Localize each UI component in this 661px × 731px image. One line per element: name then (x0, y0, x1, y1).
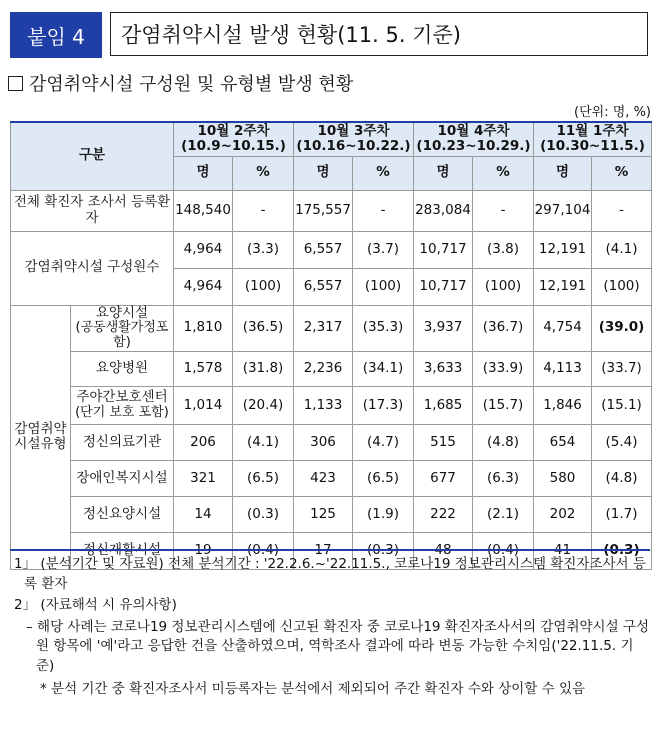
cell: - (233, 190, 294, 231)
cell: (36.5) (233, 305, 294, 351)
cell: (20.4) (233, 386, 294, 424)
cell: (39.0) (592, 305, 652, 351)
cell: 4,964 (174, 231, 233, 268)
cell: 1,014 (174, 386, 233, 424)
header-period-3: 10월 4주차 (10.23~10.29.) (414, 122, 534, 156)
facility-outbreak-table (10, 121, 652, 570)
cell: (3.7) (353, 231, 414, 268)
notes-divider (10, 549, 650, 551)
cell: 10,717 (414, 231, 473, 268)
cell: (15.7) (473, 386, 534, 424)
cell: (15.1) (592, 386, 652, 424)
cell: 1,846 (534, 386, 592, 424)
cell: (4.7) (353, 424, 414, 460)
row-label: 전체 확진자 조사서 등록환자 (11, 190, 174, 231)
cell: 1,578 (174, 351, 233, 386)
subheader-pct: % (233, 156, 294, 190)
cell: 6,557 (294, 268, 353, 305)
cell: (31.8) (233, 351, 294, 386)
cell: - (353, 190, 414, 231)
note-3: * 분석 기간 중 확진자조사서 미등록자는 분석에서 제외되어 주간 확진자 수와 상이할 수 있음 (40, 681, 586, 698)
table-row (11, 460, 652, 496)
table-row (11, 496, 652, 532)
header-period-1: 10월 2주차 (10.9~10.15.) (174, 122, 294, 156)
cell: 222 (414, 496, 473, 532)
cell: 48 (414, 532, 473, 569)
cell: (1.7) (592, 496, 652, 532)
cell: 12,191 (534, 268, 592, 305)
section-heading (8, 70, 353, 96)
facility-label: 요양병원 (71, 351, 174, 386)
facility-label: 주야간보호센터 (단기 보호 포함) (71, 386, 174, 424)
cell: 580 (534, 460, 592, 496)
table-row-members (11, 231, 652, 268)
cell: (100) (353, 268, 414, 305)
cell: 17 (294, 532, 353, 569)
cell: 202 (534, 496, 592, 532)
cell: 4,754 (534, 305, 592, 351)
cell: (35.3) (353, 305, 414, 351)
cell: (6.3) (473, 460, 534, 496)
cell: 206 (174, 424, 233, 460)
cell: 6,557 (294, 231, 353, 268)
cell: (17.3) (353, 386, 414, 424)
cell: 423 (294, 460, 353, 496)
square-bullet-icon (8, 76, 23, 91)
cell: (36.7) (473, 305, 534, 351)
cell: (0.3) (233, 496, 294, 532)
facility-group-label: 감염취약 시설유형 (11, 305, 71, 569)
cell: (33.9) (473, 351, 534, 386)
cell: 19 (174, 532, 233, 569)
cell: 175,557 (294, 190, 353, 231)
subheader-count: 명 (414, 156, 473, 190)
cell: (4.1) (233, 424, 294, 460)
cell: (5.4) (592, 424, 652, 460)
cell: (100) (233, 268, 294, 305)
subheader-count: 명 (534, 156, 592, 190)
cell: (33.7) (592, 351, 652, 386)
row-label: 감염취약시설 구성원수 (11, 231, 174, 305)
cell: 654 (534, 424, 592, 460)
section-heading-text: 감염취약시설 구성원 및 유형별 발생 현황 (29, 74, 354, 95)
cell: (1.9) (353, 496, 414, 532)
unit-label: (단위: 명, %) (574, 105, 651, 120)
cell: - (592, 190, 652, 231)
note-1: 1」 (분석기간 및 자료원) 전체 분석기간 : '22.2.6.~'22.11.5., 코로나19 정보관리시스템 확진자조사서 등록 환자 (14, 556, 646, 592)
facility-label: 정신재활시설 (71, 532, 174, 569)
cell: (3.8) (473, 231, 534, 268)
cell: 14 (174, 496, 233, 532)
cell: 297,104 (534, 190, 592, 231)
table-row (11, 424, 652, 460)
cell: (0.4) (233, 532, 294, 569)
cell: 148,540 (174, 190, 233, 231)
header-period-4: 11월 1주차 (10.30~11.5.) (534, 122, 652, 156)
cell: (2.1) (473, 496, 534, 532)
cell: 2,317 (294, 305, 353, 351)
cell: (0.3) (353, 532, 414, 569)
cell: (100) (473, 268, 534, 305)
note-2: 2」 (자료해석 시 유의사항) (14, 597, 177, 614)
cell: (0.3) (592, 532, 652, 569)
subheader-count: 명 (294, 156, 353, 190)
facility-label: 장애인복지시설 (71, 460, 174, 496)
cell: 321 (174, 460, 233, 496)
header-period-2: 10월 3주차 (10.16~10.22.) (294, 122, 414, 156)
cell: (34.1) (353, 351, 414, 386)
cell: 677 (414, 460, 473, 496)
cell: 306 (294, 424, 353, 460)
cell: 515 (414, 424, 473, 460)
table-row (11, 305, 652, 351)
cell: (6.5) (353, 460, 414, 496)
cell: (4.1) (592, 231, 652, 268)
cell: 1,810 (174, 305, 233, 351)
cell: 4,113 (534, 351, 592, 386)
subheader-pct: % (353, 156, 414, 190)
page-title: 감염취약시설 발생 현황(11. 5. 기준) (110, 12, 648, 56)
cell: 4,964 (174, 268, 233, 305)
subheader-count: 명 (174, 156, 233, 190)
facility-label: 정신의료기관 (71, 424, 174, 460)
cell: (4.8) (592, 460, 652, 496)
cell: 10,717 (414, 268, 473, 305)
cell: (100) (592, 268, 652, 305)
table-row-total (11, 190, 652, 231)
cell: 12,191 (534, 231, 592, 268)
cell: 3,937 (414, 305, 473, 351)
cell: 3,633 (414, 351, 473, 386)
cell: 283,084 (414, 190, 473, 231)
facility-label: 정신요양시설 (71, 496, 174, 532)
cell: (3.3) (233, 231, 294, 268)
footnotes (10, 549, 650, 700)
subheader-pct: % (592, 156, 652, 190)
cell: 41 (534, 532, 592, 569)
facility-label: 요양시설 (공동생활가정포함) (71, 305, 174, 351)
cell: - (473, 190, 534, 231)
table-row (11, 351, 652, 386)
cell: 1,133 (294, 386, 353, 424)
cell: 125 (294, 496, 353, 532)
header-category: 구분 (11, 122, 174, 190)
cell: 2,236 (294, 351, 353, 386)
cell: (0.4) (473, 532, 534, 569)
cell: (6.5) (233, 460, 294, 496)
cell: 1,685 (414, 386, 473, 424)
subheader-pct: % (473, 156, 534, 190)
header (10, 12, 650, 58)
cell: (4.8) (473, 424, 534, 460)
attachment-badge: 붙임 4 (10, 12, 102, 58)
note-2-detail: – 해당 사례는 코로나19 정보관리시스템에 신고된 확진자 중 코로나19 확진자조사서의 감염취약시설 구성원 항목에 '예'라고 응답한 건을 산출하였으며, 역학조사 결과에 따라 변동 가능한 수치임('22.11.5. 기준) (26, 618, 649, 674)
table-row (11, 386, 652, 424)
